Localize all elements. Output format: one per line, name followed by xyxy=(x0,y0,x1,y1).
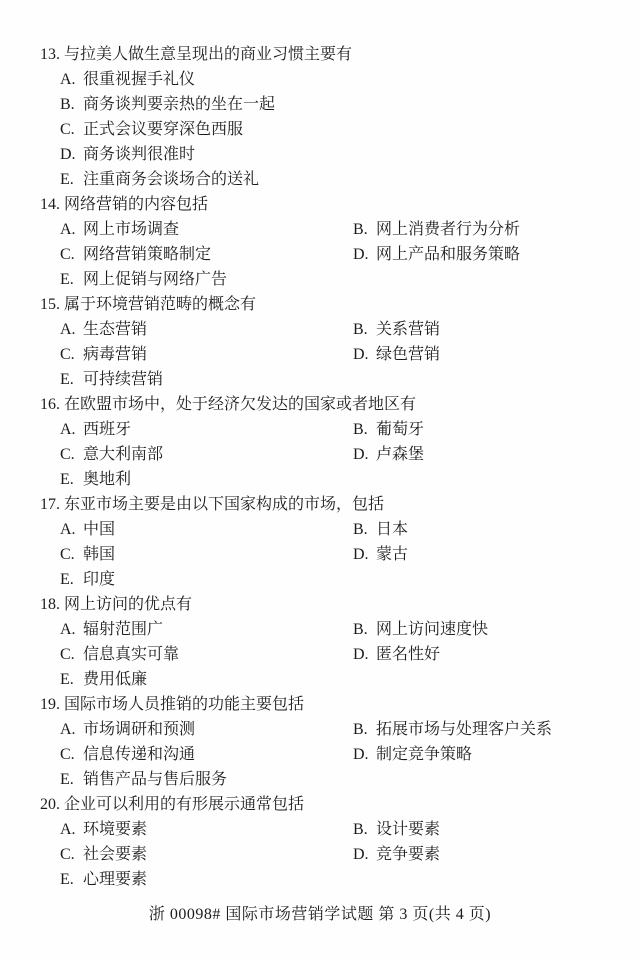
option-20-c-label: C. xyxy=(60,846,75,863)
option-16-d-text: 卢森堡 xyxy=(376,446,425,463)
option-17-d xyxy=(353,542,622,567)
option-14-c-text: 网络营销策略制定 xyxy=(83,246,212,263)
option-19-b-label: B. xyxy=(353,721,368,738)
option-15-c xyxy=(40,342,353,367)
option-16-b-text: 葡萄牙 xyxy=(376,421,425,438)
page-footer: 浙 00098# 国际市场营销学试题 第 3 页(共 4 页) xyxy=(148,906,492,923)
option-15-b-text: 关系营销 xyxy=(376,321,441,338)
question-13-stem xyxy=(40,42,622,67)
option-15-d-text: 绿色营销 xyxy=(376,346,441,363)
option-17-b-text: 日本 xyxy=(376,521,409,538)
option-15-d-label: D. xyxy=(353,346,369,363)
option-14-e-text: 网上促销与网络广告 xyxy=(83,271,228,288)
question-18-number: 18. xyxy=(40,596,60,613)
question-20-text: 企业可以利用的有形展示通常包括 xyxy=(64,796,305,813)
option-19-c-label: C. xyxy=(60,746,75,763)
option-14-a-label: A. xyxy=(60,221,76,238)
question-14-stem xyxy=(40,192,622,217)
option-16-a-text: 西班牙 xyxy=(83,421,132,438)
question-19-number: 19. xyxy=(40,696,60,713)
option-20-d-label: D. xyxy=(353,846,369,863)
question-15 xyxy=(40,292,622,392)
question-15-options xyxy=(40,317,622,392)
option-13-b-label: B. xyxy=(60,96,75,113)
question-18-stem xyxy=(40,592,622,617)
option-20-a-label: A. xyxy=(60,821,76,838)
question-17-text: 东亚市场主要是由以下国家构成的市场，包括 xyxy=(64,496,385,513)
option-14-d xyxy=(353,242,622,267)
question-17 xyxy=(40,492,622,592)
option-19-d xyxy=(353,742,622,767)
option-18-b-text: 网上访问速度快 xyxy=(376,621,489,638)
option-15-b-label: B. xyxy=(353,321,368,338)
question-13-options xyxy=(40,67,622,192)
option-15-b xyxy=(353,317,622,342)
question-18-text: 网上访问的优点有 xyxy=(64,596,193,613)
option-13-d-text: 商务谈判很准时 xyxy=(83,146,196,163)
option-16-c-label: C. xyxy=(60,446,75,463)
option-19-c-text: 信息传递和沟通 xyxy=(83,746,196,763)
option-17-a-label: A. xyxy=(60,521,76,538)
option-17-b-label: B. xyxy=(353,521,368,538)
option-19-e-label: E. xyxy=(60,771,74,788)
option-19-d-label: D. xyxy=(353,746,369,763)
option-18-d-text: 匿名性好 xyxy=(376,646,441,663)
option-16-c-text: 意大利南部 xyxy=(83,446,164,463)
question-16-stem xyxy=(40,392,622,417)
option-16-e-text: 奥地利 xyxy=(83,471,132,488)
question-18-options xyxy=(40,617,622,692)
question-15-number: 15. xyxy=(40,296,60,313)
option-16-d-label: D. xyxy=(353,446,369,463)
option-18-c-label: C. xyxy=(60,646,75,663)
option-18-d xyxy=(353,642,622,667)
question-19-options xyxy=(40,717,622,792)
question-20-options xyxy=(40,817,622,892)
option-17-e-label: E. xyxy=(60,571,74,588)
option-14-a-text: 网上市场调查 xyxy=(83,221,180,238)
option-19-c xyxy=(40,742,353,767)
option-19-d-text: 制定竞争策略 xyxy=(376,746,473,763)
option-16-c xyxy=(40,442,353,467)
option-19-e xyxy=(40,767,353,792)
option-20-b-text: 设计要素 xyxy=(376,821,441,838)
option-15-e-label: E. xyxy=(60,371,74,388)
option-13-e-label: E. xyxy=(60,171,74,188)
option-18-e-label: E. xyxy=(60,671,74,688)
option-20-e xyxy=(40,867,353,892)
option-14-e xyxy=(40,267,353,292)
option-16-d xyxy=(353,442,622,467)
option-15-e xyxy=(40,367,353,392)
option-20-e-text: 心理要素 xyxy=(83,871,148,888)
option-20-c xyxy=(40,842,353,867)
question-14 xyxy=(40,192,622,292)
question-13-number: 13. xyxy=(40,46,60,63)
option-17-a xyxy=(40,517,353,542)
option-18-b-label: B. xyxy=(353,621,368,638)
question-17-number: 17. xyxy=(40,496,60,513)
option-13-d xyxy=(40,142,622,167)
option-17-c-label: C. xyxy=(60,546,75,563)
option-17-d-text: 蒙古 xyxy=(376,546,409,563)
question-20 xyxy=(40,792,622,892)
option-20-d xyxy=(353,842,622,867)
option-17-c xyxy=(40,542,353,567)
option-20-b-label: B. xyxy=(353,821,368,838)
question-14-options xyxy=(40,217,622,292)
question-19 xyxy=(40,692,622,792)
option-16-a xyxy=(40,417,353,442)
question-15-stem xyxy=(40,292,622,317)
option-13-e-text: 注重商务会谈场合的送礼 xyxy=(83,171,260,188)
option-13-c xyxy=(40,117,622,142)
option-14-c-label: C. xyxy=(60,246,75,263)
option-16-b xyxy=(353,417,622,442)
option-17-a-text: 中国 xyxy=(83,521,116,538)
option-15-a xyxy=(40,317,353,342)
option-17-c-text: 韩国 xyxy=(83,546,116,563)
option-13-a-label: A. xyxy=(60,71,76,88)
option-15-a-text: 生态营销 xyxy=(83,321,148,338)
question-16-number: 16. xyxy=(40,396,60,413)
option-18-a-label: A. xyxy=(60,621,76,638)
option-20-a xyxy=(40,817,353,842)
option-17-e-text: 印度 xyxy=(83,571,116,588)
question-20-number: 20. xyxy=(40,796,60,813)
option-14-b-label: B. xyxy=(353,221,368,238)
question-19-text: 国际市场人员推销的功能主要包括 xyxy=(64,696,305,713)
option-14-a xyxy=(40,217,353,242)
question-17-options xyxy=(40,517,622,592)
option-20-d-text: 竞争要素 xyxy=(376,846,441,863)
option-13-a xyxy=(40,67,622,92)
option-18-a-text: 辐射范围广 xyxy=(83,621,164,638)
option-20-a-text: 环境要素 xyxy=(83,821,148,838)
option-15-c-label: C. xyxy=(60,346,75,363)
question-17-stem xyxy=(40,492,622,517)
question-14-text: 网络营销的内容包括 xyxy=(64,196,209,213)
option-20-e-label: E. xyxy=(60,871,74,888)
option-14-c xyxy=(40,242,353,267)
option-13-e xyxy=(40,167,622,192)
option-18-c-text: 信息真实可靠 xyxy=(83,646,180,663)
option-18-c xyxy=(40,642,353,667)
question-16-text: 在欧盟市场中，处于经济欠发达的国家或者地区有 xyxy=(64,396,417,413)
option-17-d-label: D. xyxy=(353,546,369,563)
option-13-b-text: 商务谈判要亲热的坐在一起 xyxy=(83,96,276,113)
option-18-b xyxy=(353,617,622,642)
option-18-a xyxy=(40,617,353,642)
option-20-b xyxy=(353,817,622,842)
option-16-a-label: A. xyxy=(60,421,76,438)
question-16 xyxy=(40,392,622,492)
option-14-d-text: 网上产品和服务策略 xyxy=(376,246,521,263)
option-19-a xyxy=(40,717,353,742)
question-18 xyxy=(40,592,622,692)
option-14-b xyxy=(353,217,622,242)
option-13-d-label: D. xyxy=(60,146,76,163)
option-15-d xyxy=(353,342,622,367)
option-19-a-text: 市场调研和预测 xyxy=(83,721,196,738)
option-16-e xyxy=(40,467,353,492)
option-13-b xyxy=(40,92,622,117)
option-20-c-text: 社会要素 xyxy=(83,846,148,863)
option-19-b xyxy=(353,717,622,742)
option-13-a-text: 很重视握手礼仪 xyxy=(83,71,196,88)
option-17-e xyxy=(40,567,353,592)
option-13-c-label: C. xyxy=(60,121,75,138)
option-14-e-label: E. xyxy=(60,271,74,288)
option-16-b-label: B. xyxy=(353,421,368,438)
question-15-text: 属于环境营销范畴的概念有 xyxy=(64,296,257,313)
option-19-e-text: 销售产品与售后服务 xyxy=(83,771,228,788)
option-19-b-text: 拓展市场与处理客户关系 xyxy=(376,721,553,738)
option-13-c-text: 正式会议要穿深色西服 xyxy=(83,121,244,138)
question-13 xyxy=(40,42,622,192)
option-15-a-label: A. xyxy=(60,321,76,338)
question-20-stem xyxy=(40,792,622,817)
option-14-d-label: D. xyxy=(353,246,369,263)
option-18-e-text: 费用低廉 xyxy=(83,671,148,688)
option-18-d-label: D. xyxy=(353,646,369,663)
option-19-a-label: A. xyxy=(60,721,76,738)
question-16-options xyxy=(40,417,622,492)
option-15-e-text: 可持续营销 xyxy=(83,371,164,388)
question-14-number: 14. xyxy=(40,196,60,213)
question-13-text: 与拉美人做生意呈现出的商业习惯主要有 xyxy=(64,46,353,63)
option-14-b-text: 网上消费者行为分析 xyxy=(376,221,521,238)
option-18-e xyxy=(40,667,353,692)
option-16-e-label: E. xyxy=(60,471,74,488)
option-17-b xyxy=(353,517,622,542)
question-19-stem xyxy=(40,692,622,717)
option-15-c-text: 病毒营销 xyxy=(83,346,148,363)
